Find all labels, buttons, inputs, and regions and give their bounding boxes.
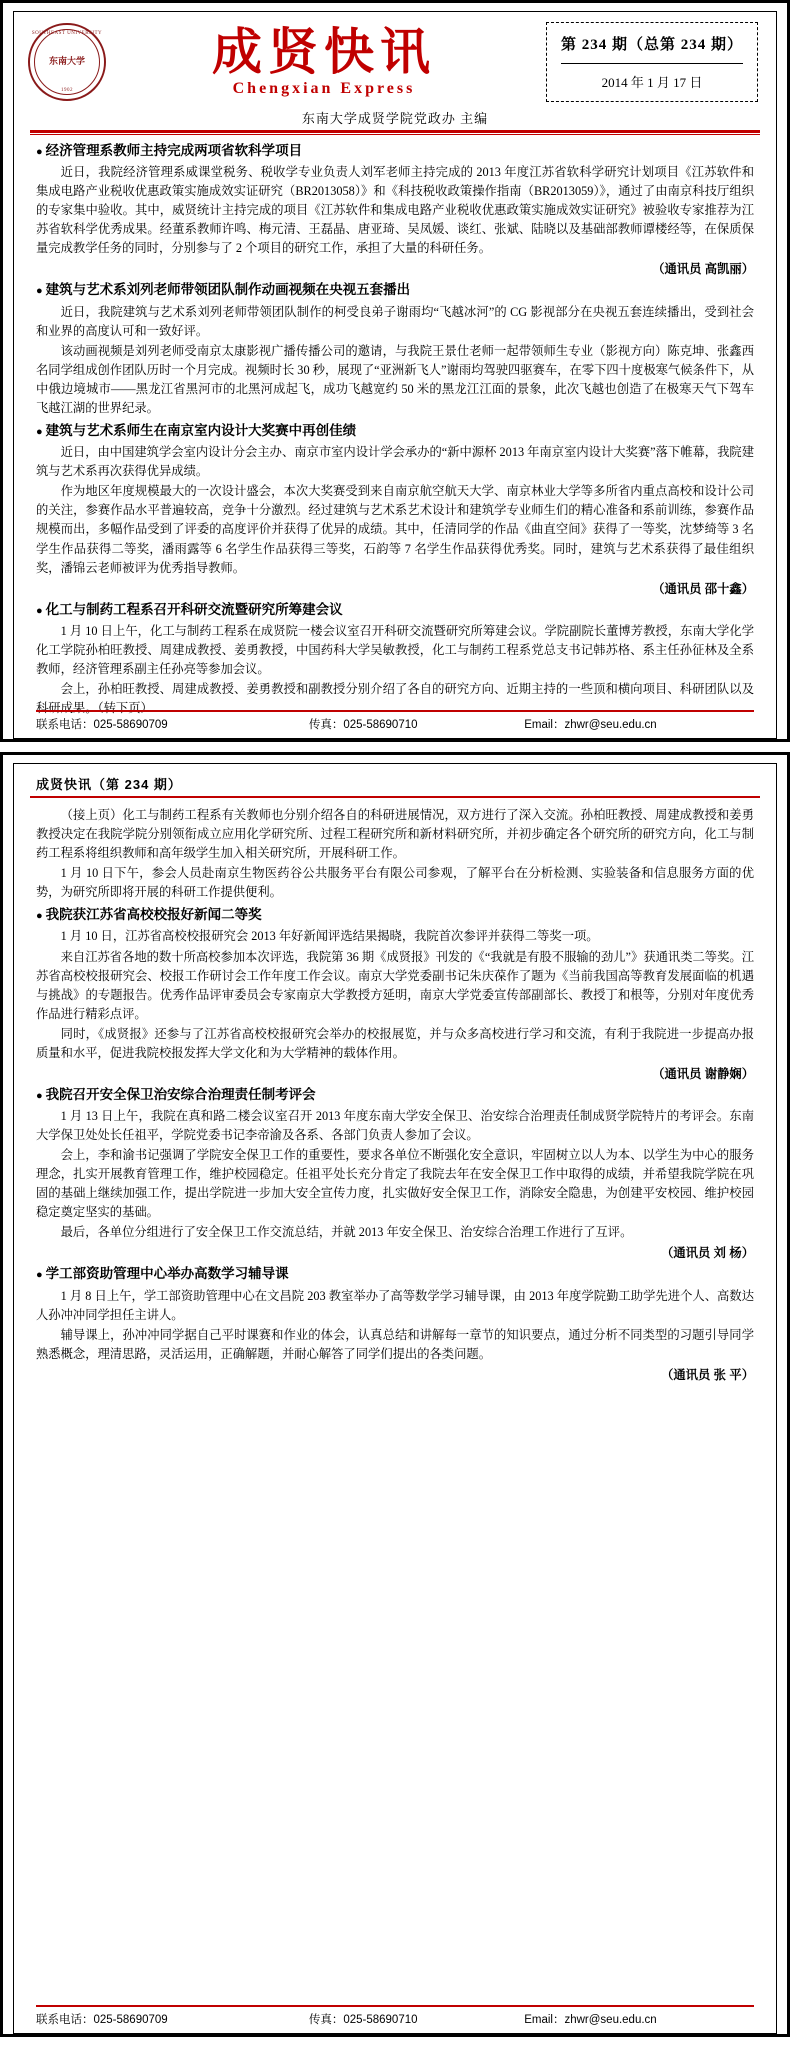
bullet-icon: ● [36, 604, 43, 617]
article-paragraph: 辅导课上，孙冲冲同学据自己平时课赛和作业的体会，认真总结和讲解每一章节的知识要点，通过分析不同类型的习题引导同学熟悉概念，理清思路，灵活运用，正确解题，并耐心解答了同学们提出的各类问题。 [36, 1327, 754, 1361]
bullet-icon: ● [36, 1269, 43, 1282]
article-paragraph: 1 月 10 日上午，化工与制药工程系在成贤院一楼会议室召开科研交流暨研究所筹建会议。学院副院长董博芳教授，东南大学化学化工学院孙柏旺教授、周建成教授、姜勇教授，中国药科大学吴敏教授，化工与制药工程系党总支书记韩苏格、系主任孙征林及全系教师，经济管理系副主任孙亮等参加会议。 [36, 623, 754, 676]
article-signature: （通讯员 张 平） [661, 1367, 754, 1382]
bullet-icon: ● [36, 285, 43, 298]
article-title: ● 我院获江苏省高校校报好新闻二等奖 [36, 907, 262, 923]
article [36, 421, 754, 597]
logo-arc-bottom: 1902 [61, 88, 73, 93]
bullet-icon: ● [36, 1089, 43, 1102]
masthead [14, 12, 776, 104]
article-paragraph: 1 月 8 日上午，学工部资助管理中心在文昌院 203 教室举办了高等数学学习辅导课，由 2013 年度学院勤工助学先进个人、高数达人孙冲冲同学担任主讲人。 [36, 1288, 754, 1322]
page-2-content [14, 806, 776, 1383]
footer-row [36, 716, 754, 732]
footer-rule [36, 2005, 754, 2007]
article-signature: （通讯员 高凯丽） [652, 262, 754, 277]
page-1-inner-border [13, 11, 777, 739]
article [36, 1264, 754, 1382]
footer-fax: 传真：025-58690710 [308, 2014, 418, 2026]
header-rule-thin [30, 134, 760, 135]
page-1-content [14, 141, 776, 718]
article-signature: （通讯员 刘 杨） [661, 1246, 754, 1261]
issue-date: 2014 年 1 月 17 日 [601, 75, 703, 90]
article [36, 600, 754, 718]
page-2-inner-border [13, 763, 777, 2034]
article [36, 141, 754, 277]
article-title: ● 建筑与艺术系师生在南京室内设计大奖赛中再创佳绩 [36, 423, 357, 439]
title-block [102, 23, 546, 99]
logo-core-text: 东南大学 [48, 56, 85, 67]
issue-divider [561, 63, 743, 64]
article [36, 1085, 754, 1262]
article-paragraph: 1 月 10 日，江苏省高校校报研究会 2013 年好新闻评选结果揭晓，我院首次参评并获得二等奖一项。 [60, 929, 599, 944]
page-1-footer [14, 710, 776, 732]
article-paragraph: 1 月 13 日上午，我院在真和路二楼会议室召开 2013 年度东南大学安全保卫、治安综合治理责任制成贤学院特片的考评会。东南大学保卫处处长任祖平，学院党委书记李帝渝及各系、各部门负责人参加了会议。 [36, 1109, 754, 1143]
footer-phone: 联系电话：025-58690709 [36, 2014, 168, 2026]
article-paragraph: 最后，各单位分组进行了安全保卫工作交流总结，并就 2013 年安全保卫、治安综合治理工作进行了互评。 [60, 1225, 633, 1240]
article-paragraph: 同时，《成贤报》还参与了江苏省高校校报研究会举办的校报展览，并与众多高校进行学习和交流，有利于我院进一步提高办报质量和水平，促进我院校报发挥大学文化和为大学精神的载体作用。 [36, 1026, 754, 1060]
article-paragraph: 1 月 10 日下午，参会人员赴南京生物医药谷公共服务平台有限公司参观，了解平台在分析检测、实验装备和信息服务方面的优势，为研究所即将开展的科研工作提供便利。 [36, 866, 754, 900]
article [36, 280, 754, 418]
bullet-icon: ● [36, 910, 43, 923]
masthead-title: 成贤快讯 [212, 23, 436, 80]
article-paragraph: 近日，我院经济管理系威课堂税务、税收学专业负责人刘军老师主持完成的 2013 年度江苏省软科学研究计划项目《江苏软件和集成电路产业税收优惠政策实施成效实证研究（BR2013058）》和《科技税收政策操作指南（BR2013059）》，通过了由南京科技厅组织的专家集中验收。其中，威贤统计主持完成的项目《江苏软件和集成电路产业税收优惠政策实施成效实证研究》被验收专家推荐为江苏省软科学优秀成果。经董系教师许鸣、梅元清、王磊晶、唐亚琦、吴凤媛、谈红、张斌、陆晓以及基础部教师谭楼经等，在保质保量完成教学任务的同时，分别参与了 2 个项目的研究工作，承担了大量的科研任务。 [36, 165, 754, 256]
footer-rule [36, 710, 754, 712]
article-paragraph: 会上，孙柏旺教授、周建成教授、姜勇教授和副教授分别介绍了各自的研究方向、近期主持的一些顶和横向项目、科研团队以及科研成果。（转下页） [36, 681, 754, 716]
footer-fax: 传真：025-58690710 [308, 719, 418, 731]
page-2 [0, 752, 790, 2037]
bullet-icon: ● [36, 426, 43, 439]
article-paragraph: 近日，我院建筑与艺术系刘列老师带领团队制作的柯受良弟子谢雨均“飞越冰河”的 CG 影视部分在央视五套连续播出，受到社会和业界的高度认可和一致好评。 [36, 304, 754, 338]
article-paragraph: 来自江苏省各地的数十所高校参加本次评选，我院第 36 期《成贤报》刊发的《“我就是有股不服输的劲儿”》获通讯类二等奖。江苏省高校校报研究会、校报工作研讨会工作年度工作会议。南京大学党委副书记朱庆葆作了题为《当前我国高等教育发展面临的机遇与挑战》的专题报告。优秀作品评审委员会专家南京大学教授方延明，南京大学党委宣传部副部长、教授丁和根等，分别对年度优秀作品进行精彩点评。 [36, 949, 754, 1021]
article-title: ● 化工与制药工程系召开科研交流暨研究所筹建会议 [36, 601, 343, 617]
article-signature: （通讯员 邵十鑫） [652, 581, 754, 596]
article-paragraph: 近日，由中国建筑学会室内设计分会主办、南京市室内设计学会承办的“新中源杯 2013 年南京室内设计大奖赛”落下帷幕，我院建筑与艺术系再次获得优异成绩。 [36, 445, 754, 479]
article-title: ● 建筑与艺术系刘列老师带领团队制作动画视频在央视五套播出 [36, 282, 411, 298]
logo-arc-top: SOUTHEAST UNIVERSITY [31, 31, 103, 36]
article-title: ● 我院召开安全保卫治安综合治理责任制考评会 [36, 1086, 316, 1102]
article-paragraph: （接上页）化工与制药工程系有关教师也分别介绍各自的科研进展情况，双方进行了深入交流。孙柏旺教授、周建成教授和姜勇教授决定在我院学院分别领衔成立应用化学研究所、过程工程研究所和新材料研究所，并初步确定各个研究所的研究方向，化工与制药工程系将组织教师和高年级学生加入相关研究所，开展科研工作。 [36, 808, 754, 861]
page-2-footer [14, 2005, 776, 2027]
issue-box [546, 22, 758, 102]
issue-number: 第 234 期（总第 234 期） [560, 37, 743, 53]
university-logo-icon [28, 23, 106, 101]
article-paragraph: 该动画视频是刘列老师受南京太康影视广播传播公司的邀请，与我院王景仕老师一起带领师生专业（影视方向）陈克坤、张鑫西名同学组成创作团队历时一个月完成。视频时长 30 秒，展现了“亚洲新飞人”谢雨均驾驶四驱赛车，在零下四十度极寒气候条件下，从中俄边境城市——黑龙江省黑河市的北黑河成起飞，成功飞越宽约 50 米的黑龙江江面的景象，此次飞越也创造了在极寒天气下驾车飞越江湖的世界纪录。 [36, 343, 754, 415]
article-title: ● 经济管理系教师主持完成两项省软科学项目 [36, 143, 303, 158]
bullet-icon: ● [36, 146, 43, 158]
article-signature: （通讯员 谢静娴） [652, 1066, 754, 1081]
page-1 [0, 0, 790, 742]
article-paragraph: 作为地区年度规模最大的一次设计盛会，本次大奖赛受到来自南京航空航天大学、南京林业大学等多所省内重点高校和设计公司的关注，参赛作品水平普遍较高，竞争十分激烈。经过建筑与艺术系艺术设计和建筑学专业师生们的精心准备和系前训练，参赛作品规模而出，多幅作品受到了评委的高度评价并获得了优异的成绩。其中，任清同学的作品《曲直空间》获得了一等奖，沈梦绮等 3 名学生作品获得二等奖，潘雨露等 6 名学生作品获得三等奖，石韵等 7 名学生作品获得优秀奖。同时，建筑与艺术系获得了最佳组织奖，潘锦云老师被评为优秀指导教师。 [36, 484, 754, 575]
footer-row [36, 2011, 754, 2027]
article-paragraph: 会上，李和渝书记强调了学院安全保卫工作的重要性，要求各单位不断强化安全意识，牢固树立以人为本、以学生为中心的服务理念，扎实开展教育管理工作，维护校园稳定。任祖平处长充分肯定了我院去年在安全保卫工作中取得的成绩，并希望我院学院在巩固的基础上继续加强工作，提出学院进一步加大安全宣传力度，扎实做好安全保卫工作，消除安全隐患，为创建平安校园、维护校园稳定奠定坚实的基础。 [36, 1148, 754, 1220]
editor-line: 东南大学成贤学院党政办 主编 [301, 111, 489, 126]
article-title: ● 学工部资助管理中心举办高数学习辅导课 [36, 1266, 289, 1282]
page-2-running-head: 成贤快讯（第 234 期） [36, 777, 182, 792]
masthead-subtitle: Chengxian Express [232, 80, 416, 98]
article [36, 905, 754, 1082]
footer-email[interactable]: Email：zhwr@seu.edu.cn [524, 719, 657, 731]
header-rule-thick [30, 130, 760, 133]
footer-email[interactable]: Email：zhwr@seu.edu.cn [524, 2014, 657, 2026]
footer-phone: 联系电话：025-58690709 [36, 719, 168, 731]
page-2-header-rule [30, 796, 760, 798]
article-continued [36, 806, 754, 902]
